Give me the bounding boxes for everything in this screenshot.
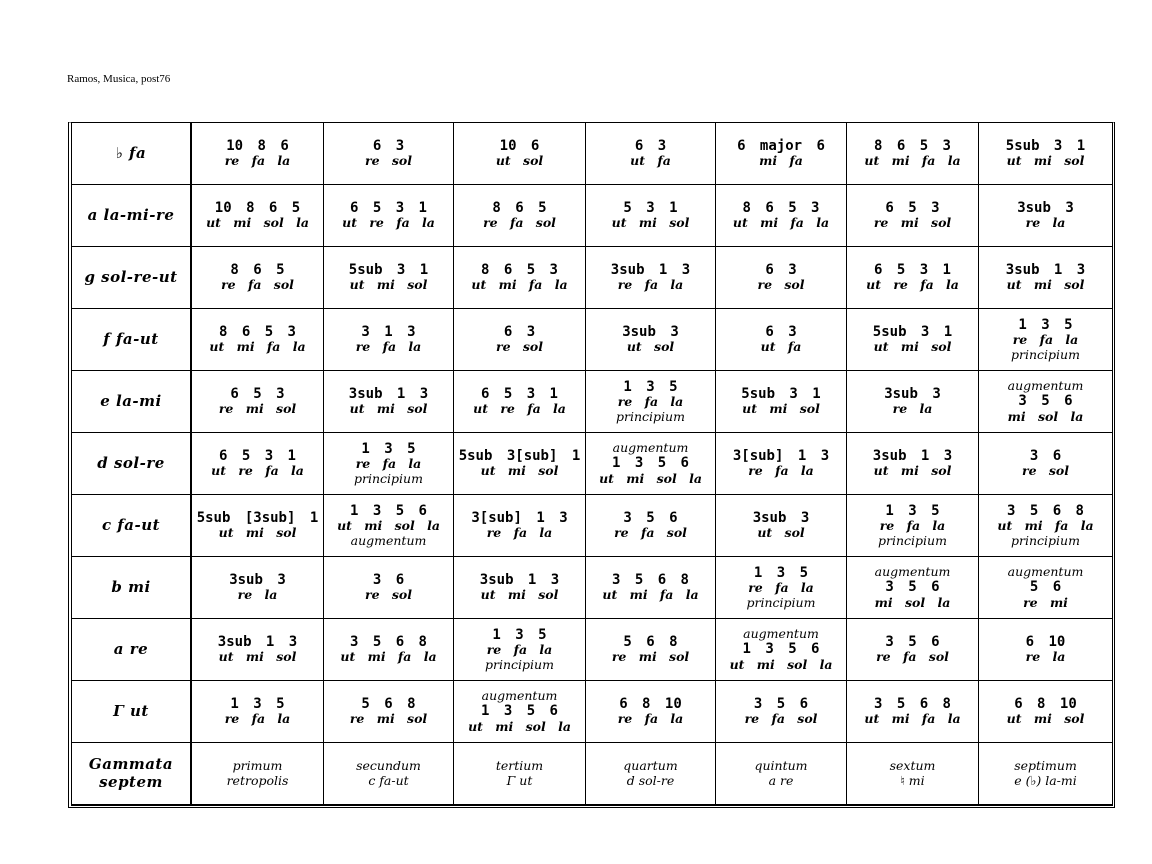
cell-term: ♮ mi: [900, 772, 925, 788]
row-header: c fa-ut: [72, 495, 192, 557]
table-cell: [192, 247, 324, 309]
cell-term: d sol-re: [626, 772, 675, 788]
interval-numbers: 3sub 1 3: [1005, 262, 1086, 279]
interval-numbers: 3sub 3: [1017, 200, 1074, 217]
interval-numbers: 5 6 8: [361, 696, 416, 713]
interval-numbers: 3 5 6: [753, 696, 809, 713]
interval-numbers: 6 8 10: [619, 696, 682, 713]
row-header: e la-mi: [72, 371, 192, 433]
interval-numbers: 3 5 6 8: [611, 572, 689, 589]
interval-numbers: 3 6: [1029, 448, 1062, 465]
solmization-syllables: re fa la: [224, 711, 291, 727]
table-cell: [716, 123, 847, 185]
table-cell: [324, 619, 454, 681]
solmization-syllables: mi sol la: [874, 594, 951, 610]
table-cell: [847, 309, 979, 371]
cell-term: principium: [485, 656, 554, 672]
table-cell: [716, 371, 847, 433]
cell-term: augmentum: [481, 688, 558, 704]
table-cell: [979, 371, 1112, 433]
cell-term: e (♭) la-mi: [1014, 772, 1077, 788]
solmization-syllables: re sol: [1021, 463, 1069, 479]
table-cell: [847, 743, 979, 805]
solmization-syllables: re fa sol: [483, 215, 556, 231]
solmization-syllables: re la: [892, 401, 933, 417]
interval-numbers: 5sub 3[sub] 1: [458, 448, 581, 465]
interval-numbers: 3 5 6 8: [873, 696, 951, 713]
solmization-syllables: ut mi sol: [218, 649, 297, 665]
interval-numbers: 10 8 6 5: [214, 200, 301, 217]
interval-numbers: 8 6 5 3: [873, 138, 951, 155]
table-cell: [454, 619, 586, 681]
interval-numbers: 6 3: [765, 262, 797, 279]
interval-numbers: 3sub 3: [752, 510, 810, 527]
table-cell: [192, 557, 324, 619]
solmization-syllables: ut fa: [630, 153, 671, 169]
interval-numbers: 6 3: [503, 324, 536, 341]
cell-term: sextum: [889, 758, 936, 774]
interval-numbers: 3 6: [372, 572, 405, 589]
solmization-syllables: re la: [237, 587, 278, 603]
solmization-syllables: ut re fa la: [473, 401, 566, 417]
interval-numbers: 6 5 3 1: [480, 386, 558, 403]
solmization-syllables: re fa sol: [221, 277, 294, 293]
interval-numbers: 3 5 6: [1018, 393, 1073, 410]
solmization-syllables: ut mi fa la: [471, 277, 568, 293]
table-cell: [847, 123, 979, 185]
solmization-syllables: ut mi sol la: [206, 215, 309, 231]
table-cell: [586, 371, 716, 433]
interval-numbers: 6 3: [634, 138, 667, 155]
interval-numbers: 3 5 6: [885, 579, 940, 596]
interval-numbers: 5 6 8: [623, 634, 678, 651]
solmization-syllables: re sol: [757, 277, 805, 293]
row-header: f fa-ut: [72, 309, 192, 371]
table-cell: [979, 247, 1112, 309]
interval-numbers: 3sub 1 3: [348, 386, 429, 403]
solmization-syllables: ut mi fa la: [209, 339, 306, 355]
solmization-syllables: ut mi sol: [611, 215, 690, 231]
solmization-syllables: re mi sol: [611, 649, 690, 665]
table-cell: [586, 495, 716, 557]
page-caption: Ramos, Musica, post76: [67, 73, 171, 85]
solmization-syllables: ut re fa la: [866, 277, 959, 293]
interval-numbers: 6 3: [765, 324, 797, 341]
solmization-syllables: ut mi sol: [1006, 277, 1085, 293]
cell-term: principium: [1011, 346, 1080, 362]
solmization-syllables: ut mi sol: [873, 339, 952, 355]
solmization-syllables: re fa sol: [876, 649, 949, 665]
interval-numbers: 5sub 3 1: [1005, 138, 1086, 155]
solmization-syllables: re la: [1025, 215, 1066, 231]
interval-numbers: 6 10: [1025, 634, 1066, 651]
interval-numbers: 8 6 5 3: [218, 324, 296, 341]
table-cell: [979, 123, 1112, 185]
table-cell: [847, 495, 979, 557]
table-cell: [454, 433, 586, 495]
solmization-syllables: ut mi sol: [1006, 711, 1085, 727]
solmization-syllables: ut mi sol: [480, 463, 559, 479]
table-cell: [716, 619, 847, 681]
solmization-syllables: ut re fa la: [211, 463, 304, 479]
solmization-syllables: re sol: [364, 153, 412, 169]
interval-numbers: 1 3 5: [230, 696, 285, 713]
solmization-syllables: re fa la: [355, 339, 422, 355]
table-cell: [716, 185, 847, 247]
row-header: ♭ fa: [72, 123, 192, 185]
solmization-syllables: re fa sol: [614, 525, 687, 541]
row-header: d sol-re: [72, 433, 192, 495]
solmization-syllables: ut mi fa la: [864, 711, 961, 727]
cell-term: augmentum: [1007, 378, 1084, 394]
interval-numbers: 1 3 5: [753, 565, 809, 582]
cell-term: a re: [768, 772, 794, 788]
table-cell: [716, 681, 847, 743]
interval-numbers: 5 6: [1029, 579, 1062, 596]
solmization-syllables: ut mi sol la: [599, 470, 702, 486]
interval-numbers: 8 6 5: [230, 262, 285, 279]
cell-term: Γ ut: [506, 772, 533, 788]
cell-term: retropolis: [226, 772, 289, 788]
table-cell: [847, 681, 979, 743]
table-cell: [716, 247, 847, 309]
solmization-syllables: ut sol: [495, 153, 544, 169]
table-cell: [192, 371, 324, 433]
solmization-syllables: re sol: [495, 339, 543, 355]
interval-numbers: 3 5 6: [623, 510, 678, 527]
table-cell: [324, 371, 454, 433]
row-header: Gammata septem: [72, 743, 192, 805]
table-cell: [586, 247, 716, 309]
solmization-syllables: ut mi fa la: [997, 518, 1094, 534]
solmization-syllables: re mi sol: [218, 401, 297, 417]
solmization-syllables: re mi: [1023, 594, 1068, 610]
table-cell: [586, 433, 716, 495]
solmization-syllables: ut mi sol la: [729, 656, 833, 672]
table-cell: [324, 433, 454, 495]
table-cell: [979, 185, 1112, 247]
table-cell: [586, 681, 716, 743]
table-cell: [716, 309, 847, 371]
interval-numbers: 3[sub] 1 3: [471, 510, 568, 527]
interval-numbers: 1 3 5: [623, 379, 678, 396]
interval-numbers: 3sub 1 3: [217, 634, 298, 651]
interval-numbers: 3 1 3: [361, 324, 416, 341]
solmization-syllables: re sol: [364, 587, 412, 603]
interval-numbers: 3 5 6 8: [349, 634, 427, 651]
table-cell: [979, 619, 1112, 681]
table-cell: [454, 371, 586, 433]
table-cell: [192, 495, 324, 557]
interval-numbers: 3 5 6: [885, 634, 940, 651]
table-cell: [979, 681, 1112, 743]
table-cell: [454, 309, 586, 371]
cell-term: septimum: [1014, 758, 1077, 774]
interval-numbers: 6 major 6: [737, 138, 825, 155]
row-header: g sol-re-ut: [72, 247, 192, 309]
table-cell: [979, 495, 1112, 557]
solmization-syllables: re fa la: [748, 580, 814, 596]
interval-numbers: 3[sub] 1 3: [732, 448, 830, 465]
row-header: Γ ut: [72, 681, 192, 743]
solmization-syllables: ut mi fa la: [864, 153, 961, 169]
solmization-syllables: ut mi sol: [1006, 153, 1085, 169]
table-cell: [586, 557, 716, 619]
interval-numbers: 5sub 3 1: [741, 386, 821, 403]
solmization-syllables: re fa la: [355, 456, 422, 472]
interval-numbers: 3sub 1 3: [872, 448, 953, 465]
cell-term: principium: [354, 470, 423, 486]
solmization-syllables: re fa la: [617, 277, 684, 293]
cell-term: quartum: [623, 758, 678, 774]
cell-term: tertium: [495, 758, 544, 774]
interval-numbers: 3sub 3: [884, 386, 941, 403]
solmization-syllables: ut mi sol: [742, 401, 820, 417]
table-cell: [324, 743, 454, 805]
interval-numbers: 10 6: [499, 138, 540, 155]
table-cell: [454, 557, 586, 619]
interval-numbers: 1 3 5: [361, 441, 416, 458]
table-cell: [847, 433, 979, 495]
solmization-syllables: ut mi fa la: [732, 215, 830, 231]
cell-term: principium: [878, 532, 947, 548]
solmization-syllables: ut re fa la: [342, 215, 435, 231]
table-cell: [192, 185, 324, 247]
solmization-syllables: re mi sol: [349, 711, 428, 727]
table-cell: [716, 495, 847, 557]
table-cell: [192, 433, 324, 495]
cell-term: c fa-ut: [368, 772, 409, 788]
interval-numbers: 5sub 3 1: [348, 262, 429, 279]
cell-term: primum: [232, 758, 283, 774]
table-cell: [586, 619, 716, 681]
interval-numbers: 5 3 1: [623, 200, 678, 217]
table-cell: [586, 185, 716, 247]
table-cell: [454, 185, 586, 247]
cell-term: augmentum: [743, 626, 819, 642]
table-cell: [192, 743, 324, 805]
solmization-syllables: ut sol: [626, 339, 675, 355]
solmization-syllables: re fa la: [879, 518, 946, 534]
interval-numbers: 3 5 6 8: [1006, 503, 1084, 520]
table-cell: [192, 309, 324, 371]
table-cell: [324, 185, 454, 247]
table-cell: [586, 123, 716, 185]
interval-numbers: 3sub 3: [229, 572, 286, 589]
cell-term: augmentum: [350, 532, 427, 548]
solmization-syllables: ut mi fa la: [602, 587, 699, 603]
solmization-syllables: re fa sol: [744, 711, 818, 727]
solmization-syllables: re fa la: [486, 525, 553, 541]
solmization-syllables: re fa la: [486, 642, 553, 658]
interval-numbers: 1 3 5: [492, 627, 547, 644]
table-cell: [847, 619, 979, 681]
solmization-syllables: ut mi sol: [480, 587, 559, 603]
interval-numbers: 8 6 5: [492, 200, 547, 217]
solmization-syllables: re fa la: [617, 394, 684, 410]
table-cell: [454, 247, 586, 309]
interval-numbers: 5sub [3sub] 1: [196, 510, 319, 527]
table-cell: [454, 495, 586, 557]
solmization-syllables: re fa la: [1012, 332, 1079, 348]
interval-numbers: 1 3 5: [885, 503, 940, 520]
table-cell: [454, 123, 586, 185]
interval-numbers: 6 5 3: [230, 386, 285, 403]
interval-numbers: 8 6 5 3: [742, 200, 820, 217]
interval-numbers: 1 3 5 6: [611, 455, 689, 472]
solmization-syllables: ut mi sol la: [468, 718, 571, 734]
interval-numbers: 10 8 6: [226, 138, 289, 155]
hexachord-table: [68, 122, 1115, 808]
table-cell: [586, 309, 716, 371]
table-cell: [454, 681, 586, 743]
interval-numbers: 6 5 3 1: [349, 200, 427, 217]
cell-term: augmentum: [1007, 564, 1084, 580]
solmization-syllables: ut mi sol: [349, 401, 428, 417]
table-cell: [324, 247, 454, 309]
cell-term: principium: [616, 408, 685, 424]
solmization-syllables: mi fa: [759, 153, 803, 169]
table-cell: [192, 681, 324, 743]
table-cell: [847, 557, 979, 619]
interval-numbers: 1 3 5: [1018, 317, 1073, 334]
solmization-syllables: ut mi sol la: [337, 518, 440, 534]
solmization-syllables: mi sol la: [1007, 408, 1084, 424]
interval-numbers: 1 3 5 6: [480, 703, 558, 720]
table-cell: [192, 619, 324, 681]
table-cell: [847, 247, 979, 309]
solmization-syllables: ut mi fa la: [340, 649, 437, 665]
interval-numbers: 5sub 3 1: [872, 324, 953, 341]
solmization-syllables: ut fa: [760, 339, 802, 355]
solmization-syllables: ut mi sol: [349, 277, 428, 293]
table-cell: [979, 557, 1112, 619]
table-cell: [324, 309, 454, 371]
cell-term: quintum: [754, 758, 808, 774]
table-cell: [324, 557, 454, 619]
interval-numbers: 1 3 5 6: [742, 641, 820, 658]
interval-numbers: 3sub 1 3: [610, 262, 691, 279]
solmization-syllables: ut mi sol: [218, 525, 297, 541]
interval-numbers: 1 3 5 6: [349, 503, 427, 520]
table-cell: [324, 681, 454, 743]
cell-term: secundum: [356, 758, 421, 774]
interval-numbers: 6 8 10: [1014, 696, 1077, 713]
solmization-syllables: re la: [1025, 649, 1066, 665]
table-cell: [586, 743, 716, 805]
solmization-syllables: ut sol: [757, 525, 805, 541]
table-cell: [716, 433, 847, 495]
table-cell: [716, 557, 847, 619]
interval-numbers: 8 6 5 3: [480, 262, 558, 279]
row-header: b mi: [72, 557, 192, 619]
table-cell: [324, 495, 454, 557]
interval-numbers: 3sub 3: [622, 324, 679, 341]
table-cell: [979, 433, 1112, 495]
row-header: a re: [72, 619, 192, 681]
table-cell: [454, 743, 586, 805]
table-cell: [847, 371, 979, 433]
interval-numbers: 3sub 1 3: [479, 572, 560, 589]
table-cell: [192, 123, 324, 185]
interval-numbers: 6 5 3 1: [873, 262, 951, 279]
table-cell: [979, 309, 1112, 371]
interval-numbers: 6 5 3 1: [218, 448, 296, 465]
interval-numbers: 6 3: [372, 138, 405, 155]
cell-term: augmentum: [874, 564, 951, 580]
table-cell: [847, 185, 979, 247]
cell-term: principium: [746, 594, 816, 610]
row-header: a la-mi-re: [72, 185, 192, 247]
table-cell: [979, 743, 1112, 805]
interval-numbers: 6 5 3: [885, 200, 940, 217]
solmization-syllables: re fa la: [224, 153, 291, 169]
cell-term: principium: [1011, 532, 1080, 548]
solmization-syllables: re mi sol: [873, 215, 952, 231]
solmization-syllables: ut mi sol: [873, 463, 952, 479]
cell-term: augmentum: [612, 440, 689, 456]
solmization-syllables: re fa la: [748, 463, 814, 479]
table-cell: [324, 123, 454, 185]
solmization-syllables: re fa la: [617, 711, 684, 727]
table-cell: [716, 743, 847, 805]
